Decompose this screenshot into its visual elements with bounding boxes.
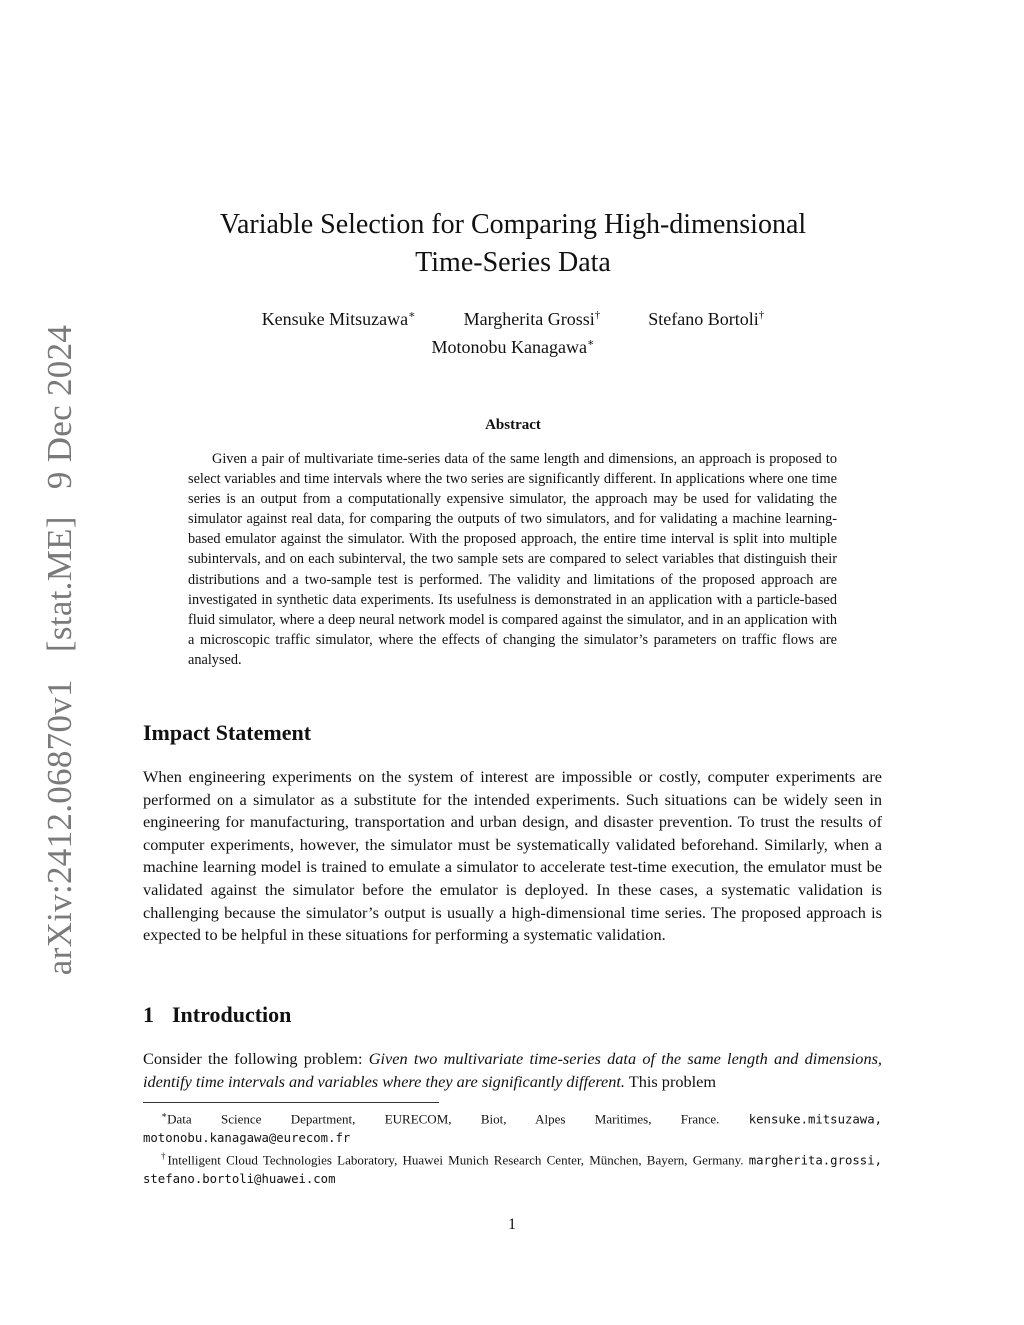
author: Motonobu Kanagawa∗ (431, 337, 595, 357)
introduction-heading (143, 1002, 291, 1028)
footnote-emails[interactable]: kensuke.mitsuzawa, motonobu.kanagawa@eurecom.fr (143, 1112, 883, 1145)
author: Kensuke Mitsuzawa∗ (261, 309, 416, 329)
arxiv-identifier-stamp (40, 316, 80, 984)
arxiv-category: [stat.ME] (40, 516, 79, 653)
title-line-2: Time-Series Data (415, 247, 611, 278)
footnotes (143, 1106, 882, 1189)
footnote-emails[interactable]: margherita.grossi, stefano.bortoli@huawei.com (143, 1153, 883, 1187)
author: Margherita Grossi† (463, 309, 601, 329)
page-number: 1 (508, 1216, 516, 1233)
abstract-text: Given a pair of multivariate time-series data of the same length and dimensions, an approach is proposed to select variables and time intervals where the two series are significantly different. In applications where one time series is an output from a computationally expensive simulator, the approach may be used for validating the simulator against real data, for comparing the outputs of two simulators, and for validating a machine learning-based emulator against the simulator. With the proposed approach, the entire time interval is split into multiple subintervals, and on each subinterval, the two sample sets are compared to select variables that distinguish their distributions and a two-sample test is performed. The validity and limitations of the proposed approach are investigated in synthetic data experiments. Its usefulness is demonstrated in an application with a particle-based fluid simulator, where a deep neural network model is compared against the simulator, and in an application with a microscopic traffic simulator, where the effects of changing the simulator’s parameters on traffic flows are analysed. (188, 451, 837, 668)
impact-statement-text: When engineering experiments on the system of interest are impossible or costly, computer experiments are performed on a simulator as a substitute for the intended experiments. Such situations can be widely seen in engineering for manufacturing, transportation and urban design, and disaster prevention. To trust the results of computer experiments, however, the simulator must be systematically validated beforehand. Similarly, when a machine learning model is trained to emulate a simulator to accelerate test-time execution, the emulator must be validated against the simulator before the emulator is deployed. In these cases, a systematic validation is challenging because the simulator’s output is usually a high-dimensional time series. The proposed approach is expected to be helpful in these situations for performing a systematic validation. (143, 767, 882, 945)
author-list (143, 303, 883, 359)
paper-title (143, 206, 883, 282)
impact-statement-heading: Impact Statement (143, 720, 312, 745)
section-number: 1 (143, 1002, 154, 1027)
footnote-affiliation: ∗Data Science Department, EURECOM, Biot, Alpes Maritimes, France. kensuke.mitsuzawa, motonobu.kanagawa@eurecom.fr (143, 1110, 883, 1145)
title-line-1: Variable Selection for Comparing High-dimensional (219, 209, 807, 240)
arxiv-date: 9 Dec 2024 (40, 324, 79, 490)
introduction-text: Consider the following problem: Given two multivariate time-series data of the same length and dimensions, identify time intervals and variables where they are significantly different. This problem (143, 1049, 882, 1091)
author: Stefano Bortoli† (648, 309, 765, 329)
arxiv-id: arXiv:2412.06870v1 (40, 679, 79, 976)
footnote-affiliation: †Intelligent Cloud Technologies Laboratory, Huawei Munich Research Center, München, Bayern, Germany. margherita.grossi, stefano.bortoli@huawei.com (143, 1151, 883, 1187)
footnote-divider (143, 1102, 439, 1103)
section-title: Introduction (172, 1002, 292, 1027)
abstract-heading: Abstract (485, 417, 541, 433)
